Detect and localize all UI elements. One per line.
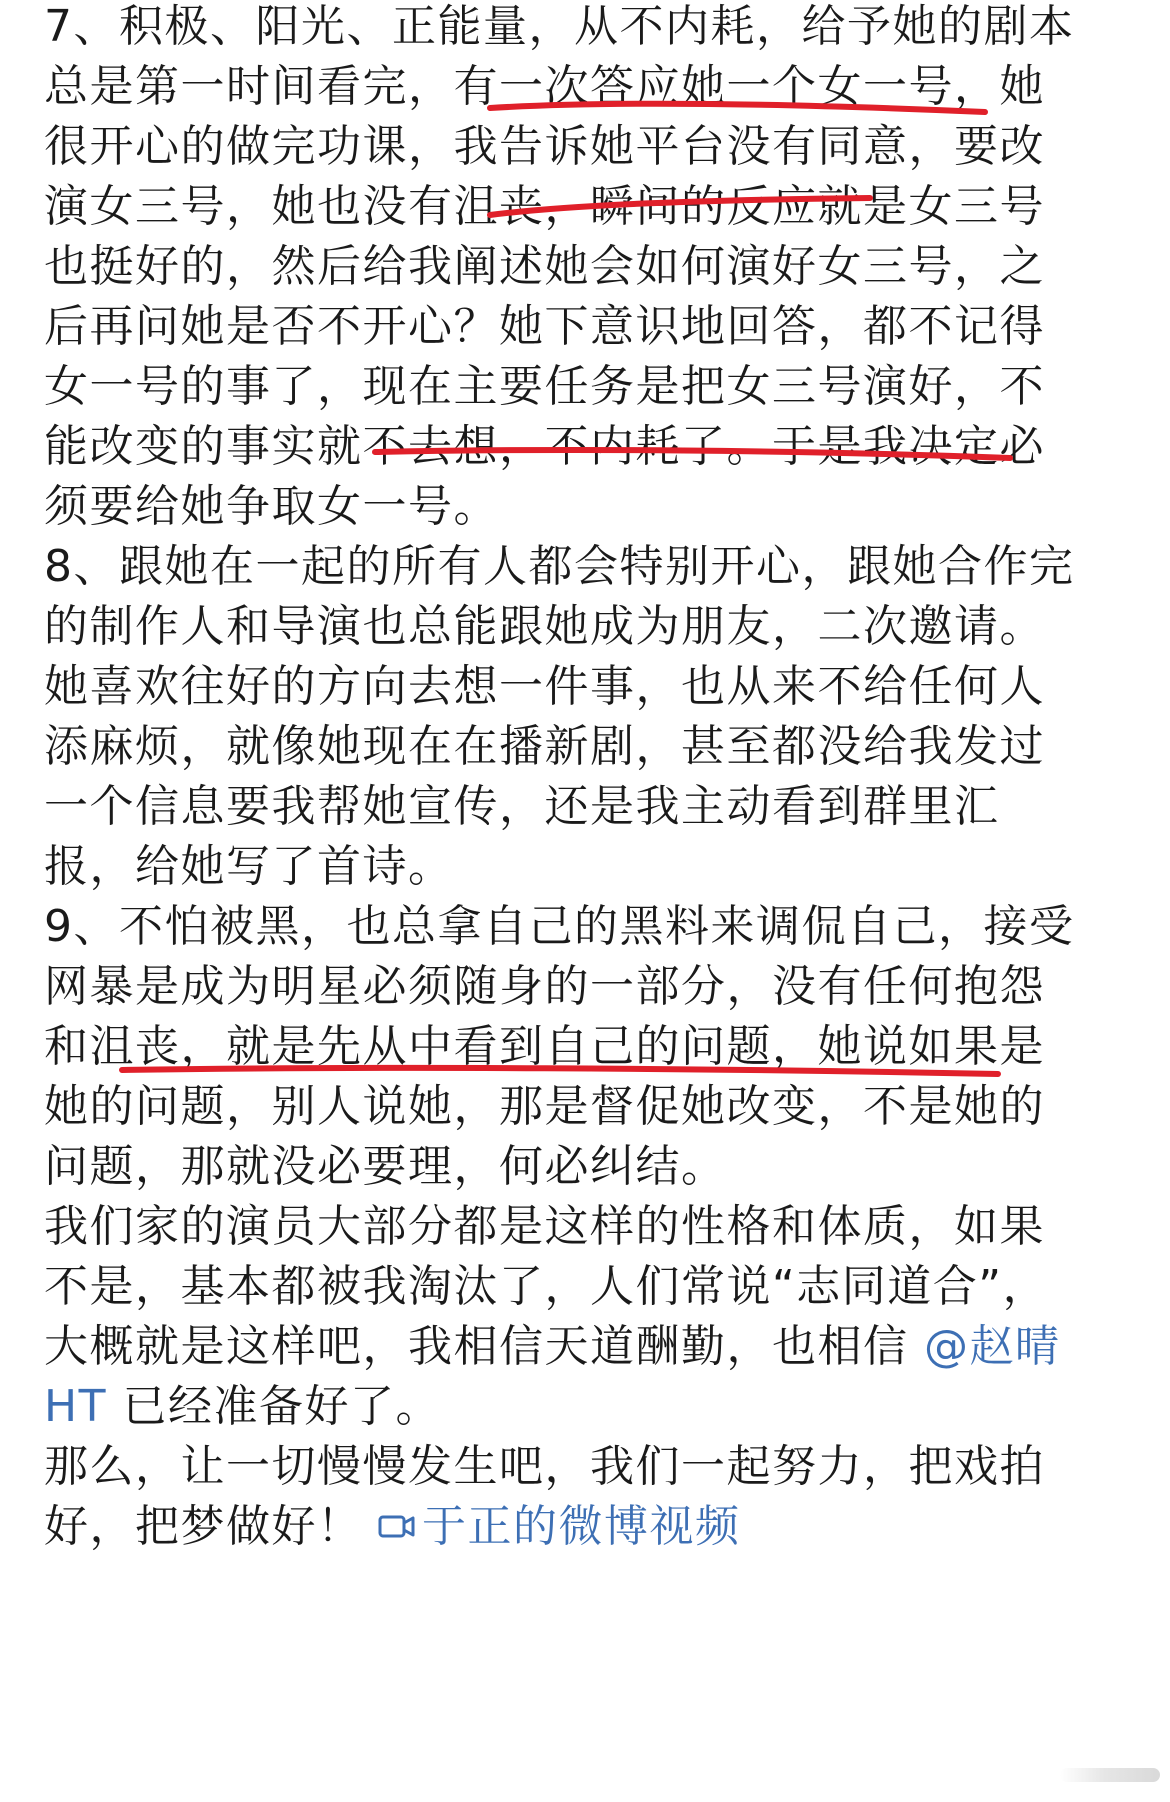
post-line: 她的问题，别人说她，那是督促她改变，不是她的	[44, 1081, 1045, 1132]
post-line: 一个信息要我帮她宣传，还是我主动看到群里汇	[44, 781, 1000, 832]
fade-edge	[1060, 1768, 1160, 1782]
post-line: 也挺好的，然后给我阐述她会如何演好女三号，之	[44, 241, 1045, 292]
post-line: 须要给她争取女一号。	[44, 481, 499, 532]
post-line: 8、跟她在一起的所有人都会特别开心，跟她合作完	[44, 541, 1075, 592]
post-line: 演女三号，她也没有沮丧，瞬间的反应就是女三号	[44, 181, 1045, 232]
video-camera-icon	[378, 1492, 416, 1561]
post-line	[44, 1492, 741, 1561]
post-line-text: 已经准备好了。	[122, 1381, 441, 1432]
post-line	[44, 1372, 441, 1441]
post-line: 9、不怕被黑，也总拿自己的黑料来调侃自己，接受	[44, 901, 1075, 952]
post-line: 很开心的做完功课，我告诉她平台没有同意，要改	[44, 121, 1045, 172]
video-link[interactable]	[378, 1501, 741, 1552]
post-line: 问题，那就没必要理，何必纠结。	[44, 1141, 727, 1192]
post-line-text: 大概就是这样吧，我相信天道酬勤，也相信	[44, 1321, 924, 1372]
post-line: 那么，让一切慢慢发生吧，我们一起努力，把戏拍	[44, 1441, 1045, 1492]
post-line: 能改变的事实就不去想，不内耗了。于是我决定必	[44, 421, 1045, 472]
post-line: 她喜欢往好的方向去想一件事，也从来不给任何人	[44, 661, 1045, 712]
post-line: 后再问她是否不开心？她下意识地回答，都不记得	[44, 301, 1045, 352]
post-line: 报，给她写了首诗。	[44, 841, 454, 892]
post-line: 网暴是成为明星必须随身的一部分，没有任何抱怨	[44, 961, 1045, 1012]
post-line: 和沮丧，就是先从中看到自己的问题，她说如果是	[44, 1021, 1045, 1072]
post-line: 总是第一时间看完，有一次答应她一个女一号，她	[44, 61, 1045, 112]
post-line: 的制作人和导演也总能跟她成为朋友，二次邀请。	[44, 601, 1045, 652]
post-line: 女一号的事了，现在主要任务是把女三号演好，不	[44, 361, 1045, 412]
post-line: 不是，基本都被我淘汰了，人们常说“志同道合”，	[44, 1261, 1049, 1312]
post-line-text: 好，把梦做好！	[44, 1501, 378, 1552]
post-line: 添麻烦，就像她现在在播新剧，甚至都没给我发过	[44, 721, 1045, 772]
post-line: 我们家的演员大部分都是这样的性格和体质，如果	[44, 1201, 1045, 1252]
post-line: 7、积极、阳光、正能量，从不内耗，给予她的剧本	[44, 1, 1075, 52]
mention-link-continued[interactable]: HT	[44, 1381, 107, 1432]
mention-link[interactable]: @赵晴	[924, 1321, 1061, 1372]
video-link-label: 于正的微博视频	[422, 1501, 741, 1552]
post-line	[44, 1312, 1061, 1381]
